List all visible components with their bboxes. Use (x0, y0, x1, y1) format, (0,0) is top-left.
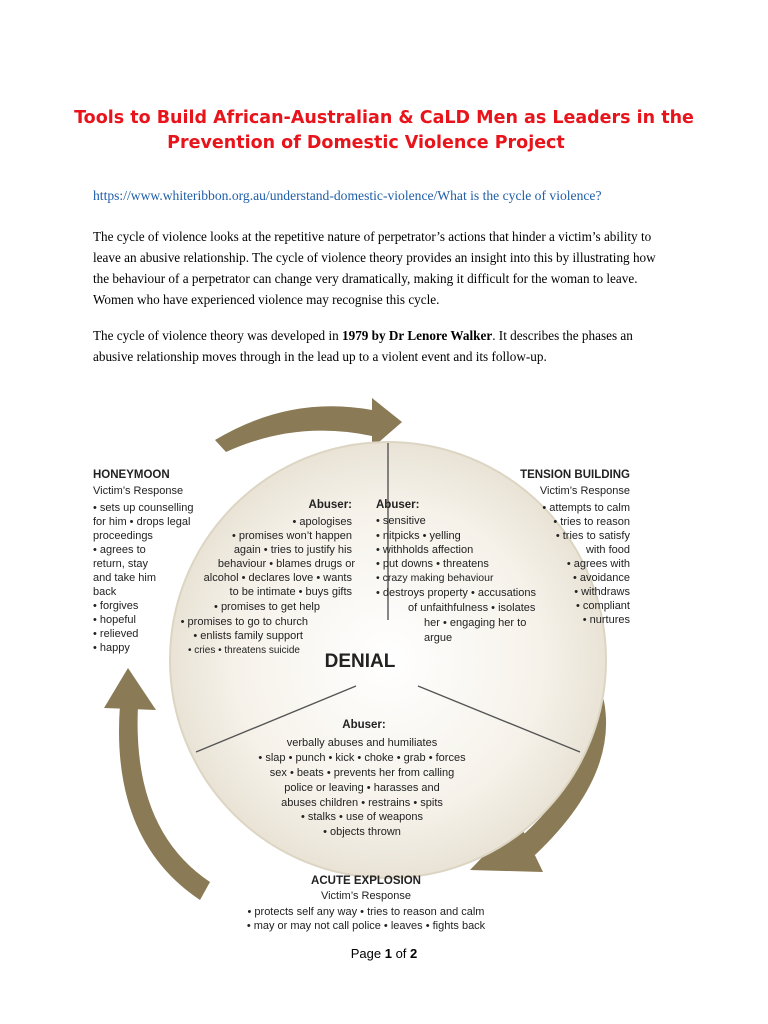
abuser-right-line: • nitpicks • yelling (376, 530, 461, 542)
honeymoon-line: • happy (93, 642, 130, 654)
abuser-bottom-line: • stalks • use of weapons (300, 811, 424, 823)
tension-line: • attempts to calm (542, 502, 630, 514)
history-line-2: abusive relationship moves through in the lead up to a violent event and its follow-up. (93, 349, 547, 364)
abuser-right-line: of unfaithfulness • isolates (408, 602, 536, 614)
footer-current-page: 1 (384, 946, 392, 961)
honeymoon-subtitle: Victim’s Response (93, 485, 184, 497)
honeymoon-line: return, stay (93, 558, 149, 570)
abuser-right-line: • withholds affection (376, 544, 474, 556)
honeymoon-line: • sets up counselling (93, 502, 194, 514)
intro-line-2: leave an abusive relationship. The cycle of violence theory provides an insight into this by illustrating how (93, 250, 656, 265)
abuser-left-line: • promises won’t happen (231, 530, 352, 542)
abuser-right-line: • sensitive (376, 515, 426, 527)
abuser-bottom-line: • objects thrown (323, 826, 401, 838)
abuser-left-line: • enlists family support (193, 630, 303, 642)
abuser-left-line: • cries • threatens suicide (187, 645, 300, 656)
honeymoon-line: • hopeful (93, 614, 136, 626)
footer-prefix: Page (350, 946, 385, 961)
history-text-before: The cycle of violence theory was developed in (93, 328, 342, 343)
abuser-bottom-line: police or leaving • harasses and (284, 782, 440, 794)
document-title-line-2: Prevention of Domestic Violence Project (167, 133, 565, 153)
left-arrowhead (104, 668, 156, 710)
abuser-left-title: Abuser: (308, 499, 352, 511)
abuser-right-line: her • engaging her to (424, 617, 527, 629)
page-footer (0, 946, 768, 961)
honeymoon-line: • agrees to (93, 544, 146, 556)
footer-total-pages: 2 (410, 946, 418, 961)
tension-line: with food (585, 544, 630, 556)
abuser-right-line: • destroys property • accusations (376, 587, 536, 599)
honeymoon-line: • forgives (93, 600, 139, 612)
top-arrowhead (372, 398, 402, 448)
abuser-bottom-line: abuses children • restrains • spits (281, 797, 443, 809)
acute-block (247, 875, 486, 932)
honeymoon-line: proceedings (93, 530, 153, 542)
tension-line: • tries to reason (553, 516, 630, 528)
abuser-left-line: • promises to get help (214, 601, 320, 613)
abuser-right-line: • put downs • threatens (376, 558, 489, 570)
abuser-bottom-title: Abuser: (342, 719, 386, 731)
tension-line: • withdraws (574, 586, 630, 598)
honeymoon-line: for him • drops legal (93, 516, 191, 528)
honeymoon-line: and take him (93, 572, 156, 584)
abuser-bottom-line: • slap • punch • kick • choke • grab • forces (258, 752, 466, 764)
acute-title: ACUTE EXPLOSION (311, 875, 421, 887)
abuser-bottom-line: sex • beats • prevents her from calling (269, 767, 455, 779)
tension-line: • nurtures (582, 614, 630, 626)
tension-title: TENSION BUILDING (520, 469, 630, 481)
honeymoon-line: • relieved (93, 628, 139, 640)
acute-subtitle: Victim’s Response (320, 890, 412, 902)
document-title-line-1: Tools to Build African-Australian & CaLD Men as Leaders in the (74, 108, 694, 128)
center-denial-label: DENIAL (324, 651, 396, 672)
tension-line: • tries to satisfy (555, 530, 630, 542)
tension-line: • agrees with (566, 558, 630, 570)
abuser-left-line: • apologises (292, 516, 352, 528)
abuser-left-line: alcohol • declares love • wants (203, 572, 352, 584)
honeymoon-title: HONEYMOON (93, 469, 170, 481)
intro-line-1: The cycle of violence looks at the repetitive nature of perpetrator’s actions that hinder a victim’s ability to (93, 229, 652, 244)
source-link[interactable]: https://www.whiteribbon.org.au/understand-domestic-violence/What is the cycle of violence? (93, 188, 602, 203)
tension-line: • compliant (576, 600, 630, 612)
honeymoon-line: back (93, 586, 117, 598)
acute-line: • may or may not call police • leaves • fights back (246, 920, 486, 932)
abuser-left-line: • promises to go to church (180, 616, 308, 628)
abuser-right-title: Abuser: (376, 499, 420, 511)
intro-line-3: the behaviour of a perpetrator can change very dramatically, making it difficult for the woman to leave. (93, 271, 638, 286)
footer-middle: of (391, 946, 411, 961)
history-text-after: . It describes the phases an (492, 328, 633, 343)
tension-line: • avoidance (572, 572, 630, 584)
intro-line-4: Women who have experienced violence may recognise this cycle. (93, 292, 440, 307)
history-bold-text: 1979 by Dr Lenore Walker (342, 328, 493, 343)
acute-line: • protects self any way • tries to reason and calm (247, 906, 485, 918)
abuser-right-line: argue (424, 632, 453, 644)
abuser-bottom-line: verbally abuses and humiliates (286, 737, 438, 749)
abuser-left-line: to be intimate • buys gifts (229, 586, 352, 598)
abuser-left-line: behaviour • blames drugs or (217, 558, 355, 570)
abuser-left-line: again • tries to justify his (233, 544, 352, 556)
tension-subtitle: Victim’s Response (539, 485, 630, 497)
abuser-right-line: • crazy making behaviour (376, 572, 494, 584)
